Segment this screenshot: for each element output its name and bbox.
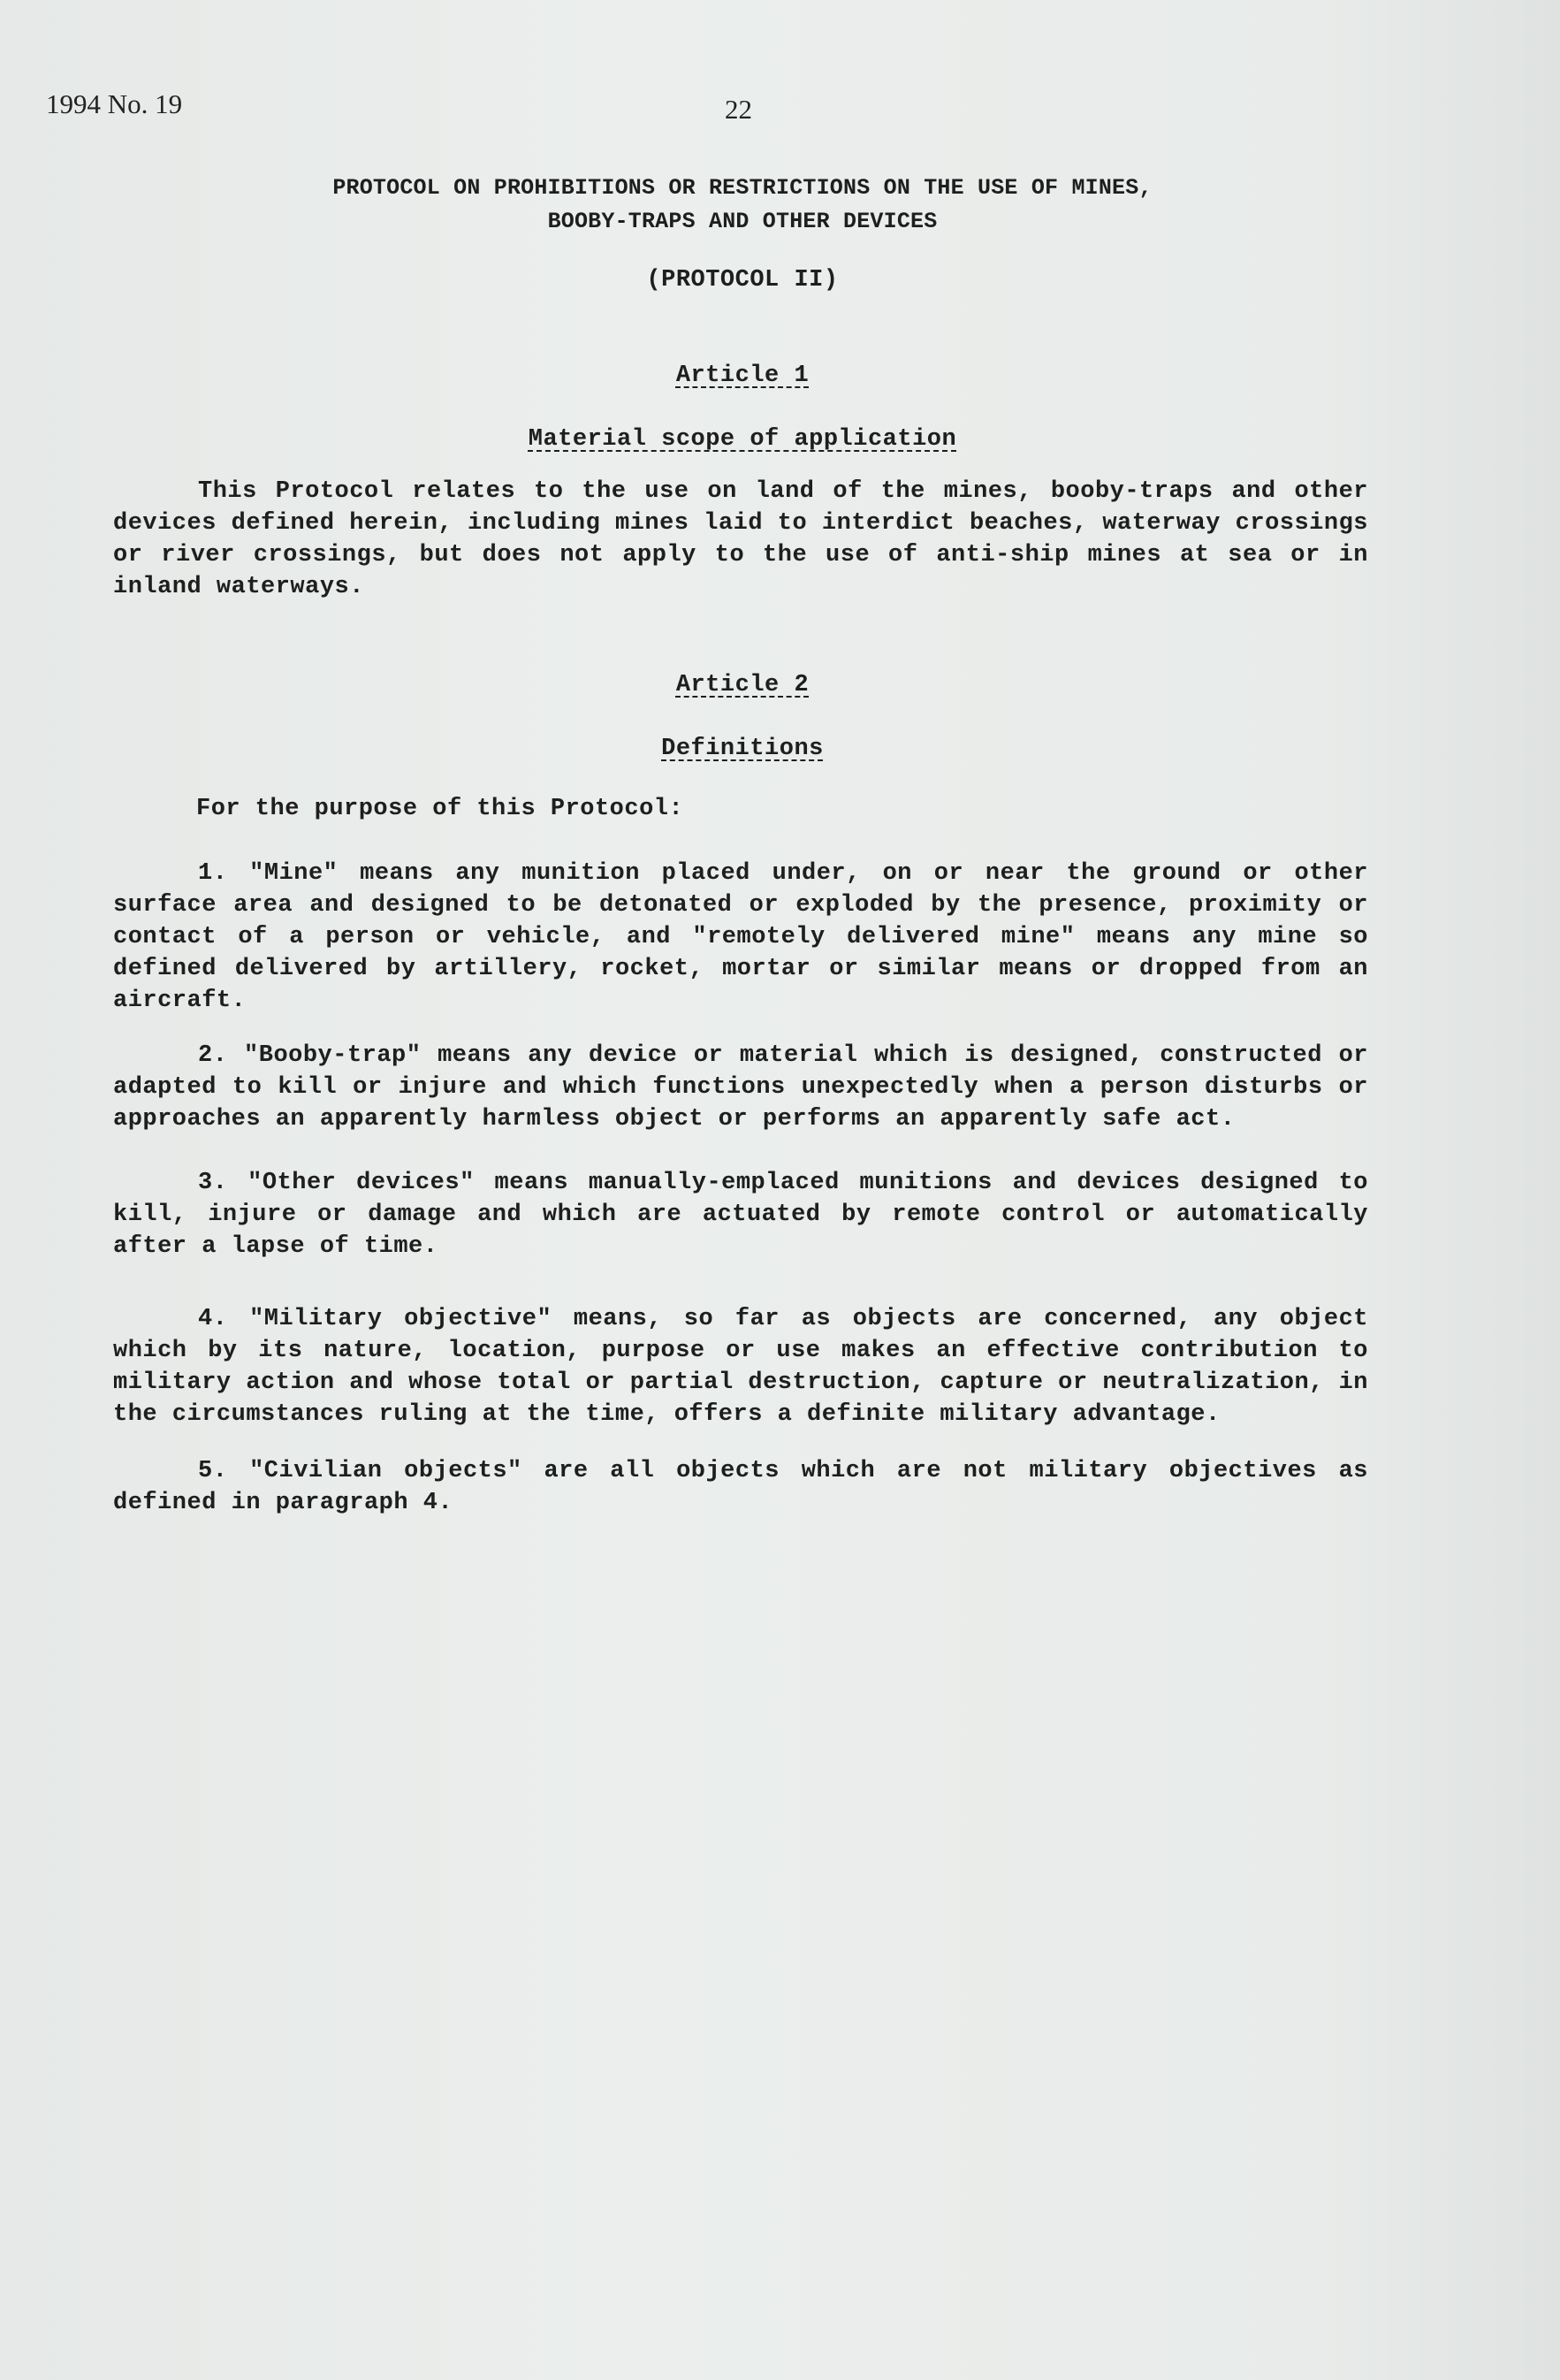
article-1-subheading xyxy=(0,426,1485,453)
definition-text: 1. "Mine" means any munition placed under, on or near the ground or other surface area and designed to be detonated or exploded by the presence, proximity or contact of a person or vehicle, and "remotely delivered mine" means any mine so defined delivered by artillery, rocket, mortar or similar means or dropped from an aircraft. xyxy=(113,860,1368,1014)
running-header: 1994 No. 19 xyxy=(46,88,183,119)
article-1-subheading-text: Material scope of application xyxy=(528,426,957,453)
definition-paragraph-5 xyxy=(113,1455,1368,1519)
definition-text: 4. "Military objective" means, so far as objects are concerned, any object which by its nature, location, purpose or use makes an effective contribution to military action and whose total or partial destruction, capture or neutralization, in the circumstances ruling at the time, offers a definite military advantage. xyxy=(113,1306,1368,1428)
protocol-subtitle: (PROTOCOL II) xyxy=(646,267,839,294)
article-1-heading xyxy=(0,362,1485,389)
article-2-subheading-text: Definitions xyxy=(661,736,824,762)
definition-text: 3. "Other devices" means manually-emplaced munitions and devices designed to kill, injure or damage and which are actuated by remote control or automatically after a lapse of time. xyxy=(113,1170,1368,1260)
protocol-title-line-2: BOOBY-TRAPS AND OTHER DEVICES xyxy=(547,209,938,234)
definition-paragraph-3 xyxy=(113,1167,1368,1262)
definitions-intro: For the purpose of this Protocol: xyxy=(196,796,684,822)
definition-text: 5. "Civilian objects" are all objects which are not military objectives as defined in paragraph 4. xyxy=(113,1458,1368,1516)
page-number: 22 xyxy=(725,94,752,125)
article-2-subheading xyxy=(0,736,1485,762)
article-1-text: This Protocol relates to the use on land of the mines, booby-traps and other devices defined herein, including mines laid to interdict beaches, waterway crossings or river crossings, but does not apply to the use of anti-ship mines at sea or in inland waterways. xyxy=(113,478,1368,600)
definition-paragraph-1 xyxy=(113,858,1368,1017)
article-2-heading-text: Article 2 xyxy=(675,672,810,698)
article-1-heading-text: Article 1 xyxy=(675,362,810,389)
protocol-title-line-1: PROTOCOL ON PROHIBITIONS OR RESTRICTIONS ON THE USE OF MINES, xyxy=(332,175,1153,201)
definition-paragraph-4 xyxy=(113,1303,1368,1430)
definition-text: 2. "Booby-trap" means any device or material which is designed, constructed or adapted to kill or injure and which functions unexpectedly when a person disturbs or approaches an apparently harmless object or performs an apparently safe act. xyxy=(113,1042,1368,1133)
article-1-paragraph xyxy=(113,476,1368,603)
article-2-heading xyxy=(0,672,1485,698)
definition-paragraph-2 xyxy=(113,1040,1368,1135)
